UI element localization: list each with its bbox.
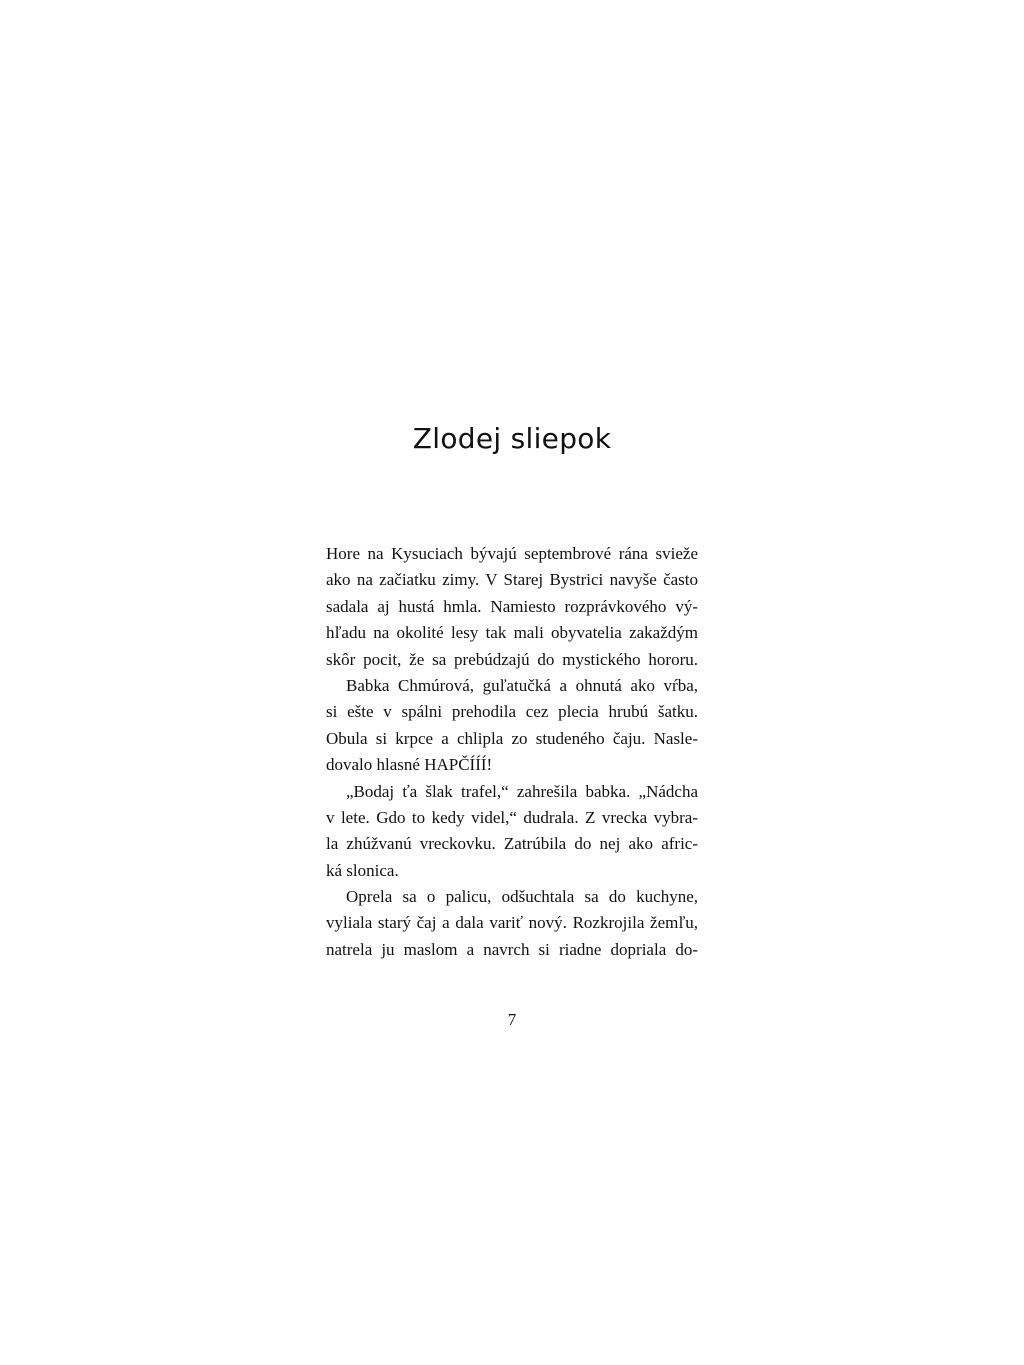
page-number: 7 [507,1010,517,1029]
text-line: natrela ju maslom a navrch si riadne dopriala do- [326,939,698,959]
text-line: si ešte v spálni prehodila cez plecia hrubú šatku. [326,702,698,722]
chapter-title: Zlodej sliepok [412,422,612,455]
text-line: sadala aj hustá hmla. Namiesto rozprávkového vý- [326,596,698,616]
text-line: skôr pocit, že sa prebúdzajú do mystického hororu. [326,649,698,669]
text-line: Babka Chmúrová, guľatučká a ohnutá ako vŕba, [346,675,698,695]
text-line: Obula si krpce a chlipla zo studeného čaju. Nasle- [326,728,698,748]
text-line: vyliala starý čaj a dala variť nový. Rozkrojila žemľu, [326,913,698,933]
text-line: Hore na Kysuciach bývajú septembrové rána svieže [326,544,698,563]
text-line: hľadu na okolité lesy tak mali obyvatelia zakaždým [326,623,698,643]
text-line: Oprela sa o palicu, odšuchtala sa do kuchyne, [346,887,698,907]
chapter-body [326,541,698,963]
text-line: ako na začiatku zimy. V Starej Bystrici navyše často [326,570,698,590]
text-line: la zhúžvanú vreckovku. Zatrúbila do nej ako afric- [326,834,698,854]
text-line: „Bodaj ťa šlak trafel,“ zahrešila babka. „Nádcha [346,781,698,801]
text-line: dovalo hlasné HAPČÍÍÍ! [326,755,493,775]
text-line: ká slonica. [326,860,399,880]
text-line: v lete. Gdo to kedy videl,“ dudrala. Z vrecka vybra- [326,807,698,827]
